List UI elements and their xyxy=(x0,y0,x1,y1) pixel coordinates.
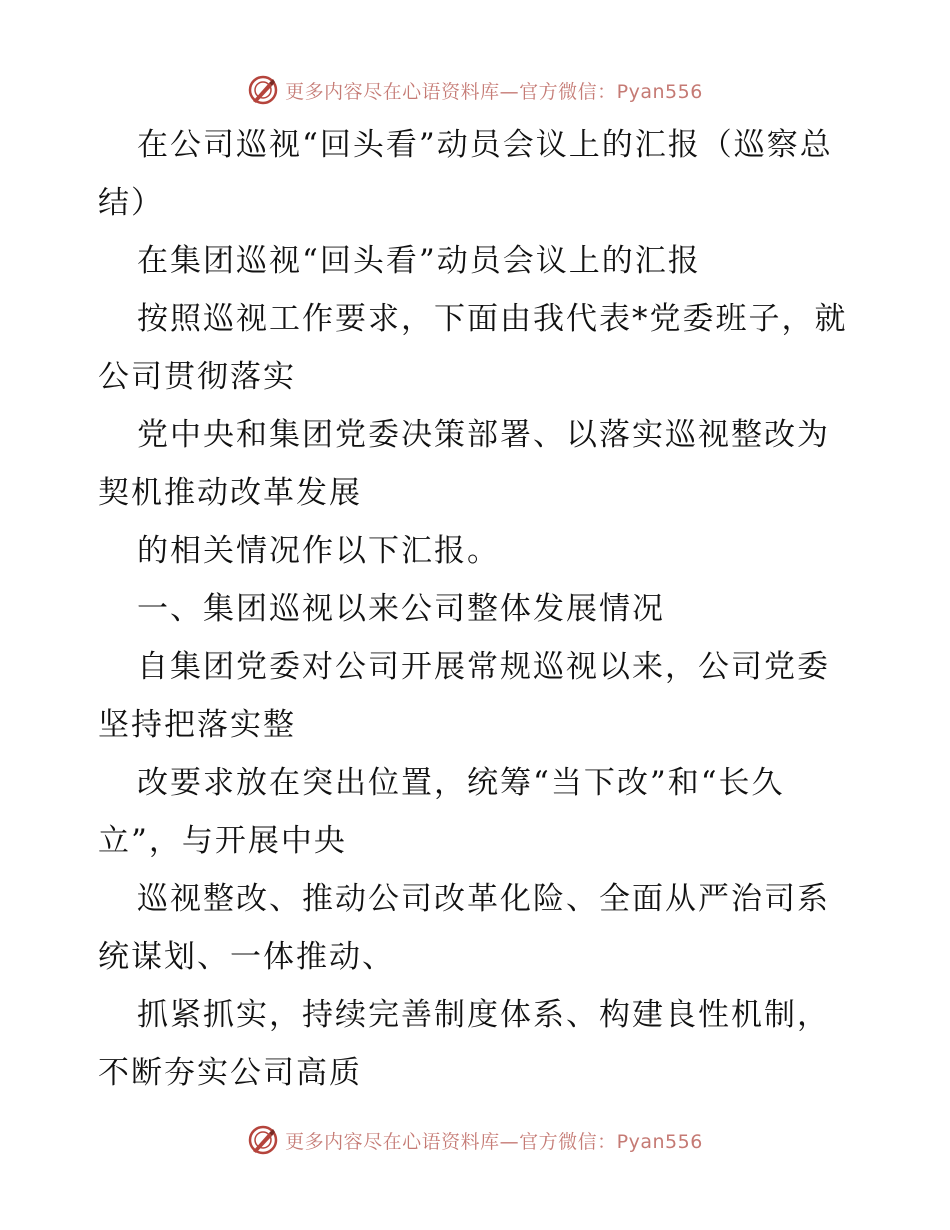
pen-logo-icon xyxy=(247,74,279,106)
paragraph: 按照巡视工作要求，下面由我代表*党委班子，就公司贯彻落实 xyxy=(98,301,848,395)
section-heading: 一、集团巡视以来公司整体发展情况 xyxy=(137,591,665,627)
footer-watermark-banner xyxy=(0,1122,950,1158)
pen-logo-icon xyxy=(247,1124,279,1156)
paragraph: 党中央和集团党委决策部署、以落实巡视整改为契机推动改革发展 xyxy=(98,417,830,511)
header-banner-text: 更多内容尽在心语资料库—官方微信：Pyan556 xyxy=(285,80,703,103)
footer-banner-text: 更多内容尽在心语资料库—官方微信：Pyan556 xyxy=(285,1130,703,1153)
header-watermark-banner xyxy=(0,72,950,108)
paragraph: 抓紧抓实，持续完善制度体系、构建良性机制，不断夯实公司高质 xyxy=(98,997,830,1091)
document-body xyxy=(98,116,858,1102)
paragraph: 改要求放在突出位置，统筹“当下改”和“长久立”，与开展中央 xyxy=(98,765,785,859)
paragraph: 巡视整改、推动公司改革化险、全面从严治司系统谋划、一体推动、 xyxy=(98,881,830,975)
paragraph: 在集团巡视“回头看”动员会议上的汇报 xyxy=(137,243,701,279)
paragraph: 自集团党委对公司开展常规巡视以来，公司党委坚持把落实整 xyxy=(98,649,830,743)
document-title: 在公司巡视“回头看”动员会议上的汇报（巡察总结） xyxy=(98,127,833,221)
paragraph: 的相关情况作以下汇报。 xyxy=(137,533,500,569)
